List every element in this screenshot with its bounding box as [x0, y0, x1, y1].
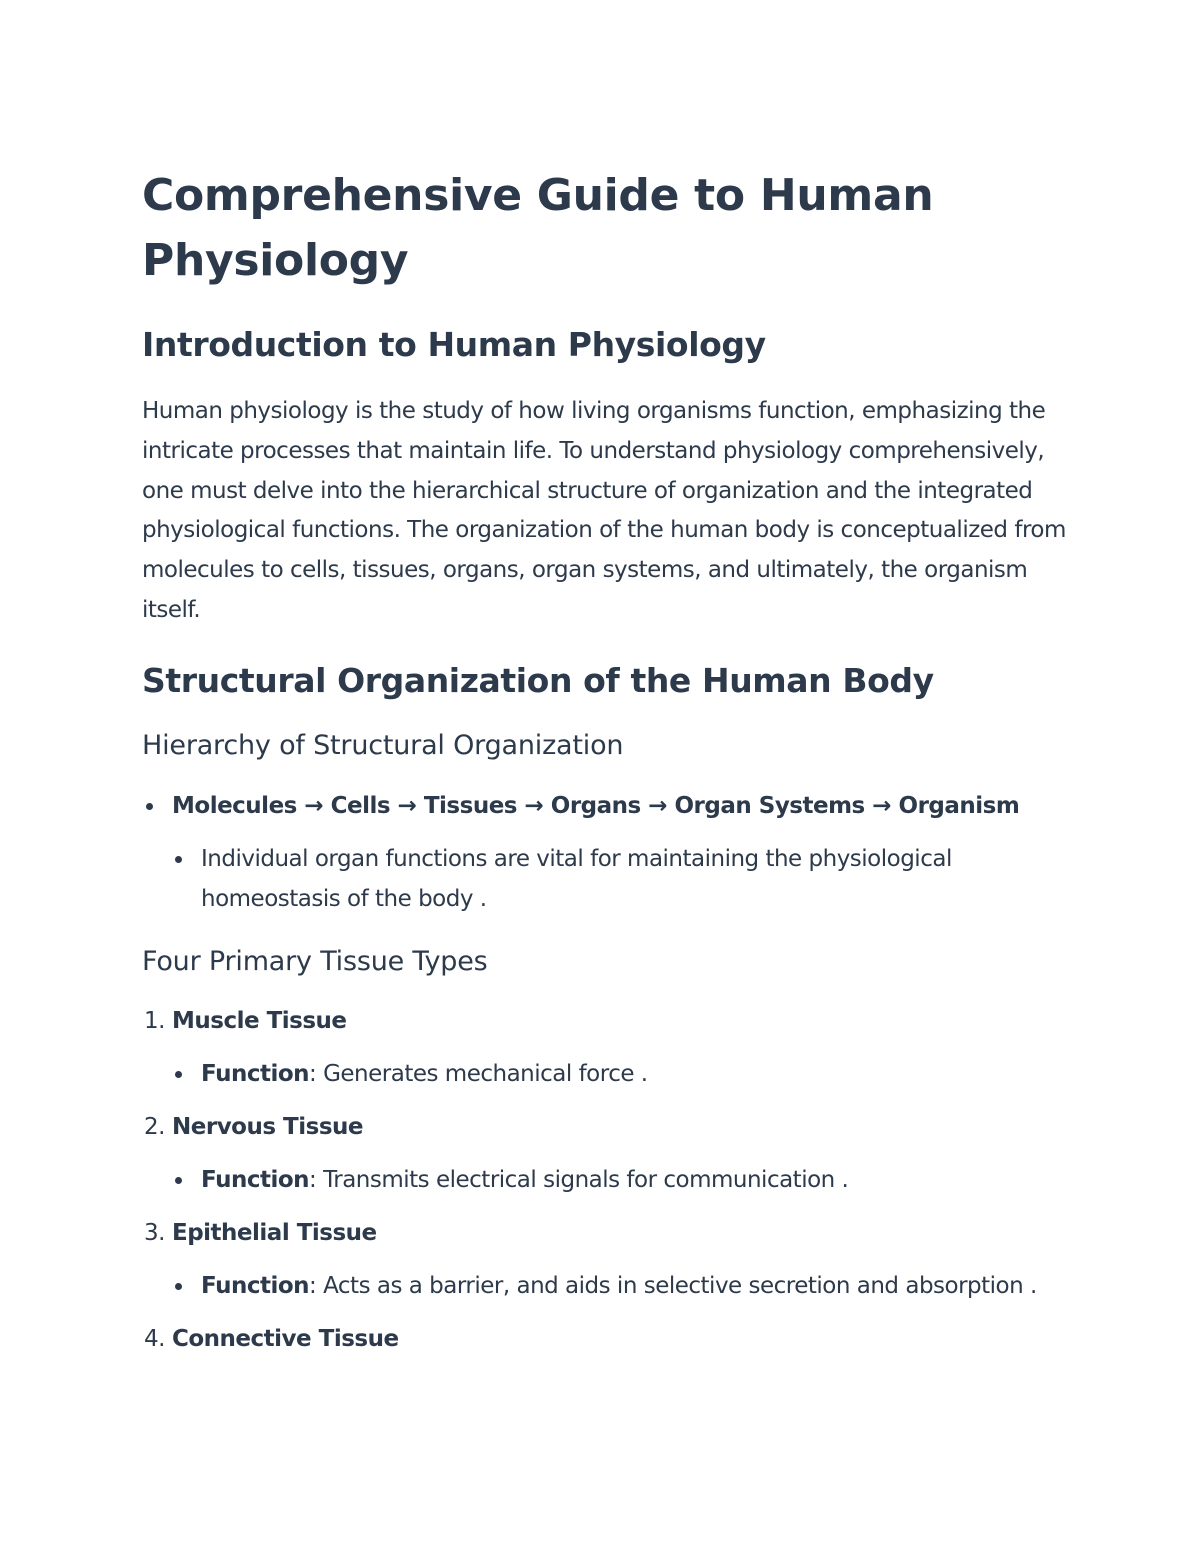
function-label: Function	[201, 1166, 310, 1193]
intro-heading: Introduction to Human Physiology	[142, 325, 766, 364]
tissue-item-epithelial	[144, 1213, 1070, 1253]
tissue-item-nervous	[144, 1107, 1070, 1147]
tissue-function-nervous	[201, 1160, 1070, 1200]
function-text: : Transmits electrical signals for communication .	[309, 1166, 849, 1193]
list-number: 1.	[144, 1007, 165, 1034]
tissue-name: Muscle Tissue	[172, 1007, 347, 1034]
structure-heading: Structural Organization of the Human Body	[142, 660, 934, 700]
tissue-function-epithelial	[201, 1266, 1070, 1306]
function-text: : Acts as a barrier, and aids in selective secretion and absorption .	[309, 1272, 1037, 1299]
tissue-item-connective	[144, 1319, 1070, 1359]
tissue-name: Connective Tissue	[172, 1325, 399, 1352]
tissue-name: Epithelial Tissue	[172, 1219, 377, 1246]
hierarchy-heading: Hierarchy of Structural Organization	[142, 729, 624, 761]
hierarchy-note: Individual organ functions are vital for maintaining the physiological homeostasis of the body .	[201, 845, 952, 912]
function-label: Function	[201, 1272, 310, 1299]
tissue-item-muscle	[144, 1001, 1070, 1041]
tissue-name: Nervous Tissue	[172, 1113, 363, 1140]
tissue-types-list	[142, 1001, 1070, 1359]
function-label: Function	[201, 1060, 310, 1087]
list-number: 2.	[144, 1113, 165, 1140]
hierarchy-chain-item	[172, 786, 1070, 826]
tissue-function-muscle	[201, 1054, 1070, 1094]
tissue-types-heading: Four Primary Tissue Types	[142, 945, 488, 977]
hierarchy-chain: Molecules → Cells → Tissues → Organs → Organ Systems → Organism	[172, 792, 1020, 819]
hierarchy-note-item	[201, 839, 1070, 919]
function-text: : Generates mechanical force .	[309, 1060, 648, 1087]
document-title: Comprehensive Guide to Human Physiology	[142, 170, 934, 286]
list-number: 4.	[144, 1325, 165, 1352]
list-number: 3.	[144, 1219, 165, 1246]
hierarchy-list	[142, 786, 1070, 919]
intro-paragraph: Human physiology is the study of how living organisms function, emphasizing the intricate processes that maintain life. To understand physiology comprehensively, one must delve into the hierarchical structure of organization and the integrated physiological functions. The organization of the human body is conceptualized from molecules to cells, tissues, organs, organ systems, and ultimately, the organism itself.	[142, 398, 1066, 623]
